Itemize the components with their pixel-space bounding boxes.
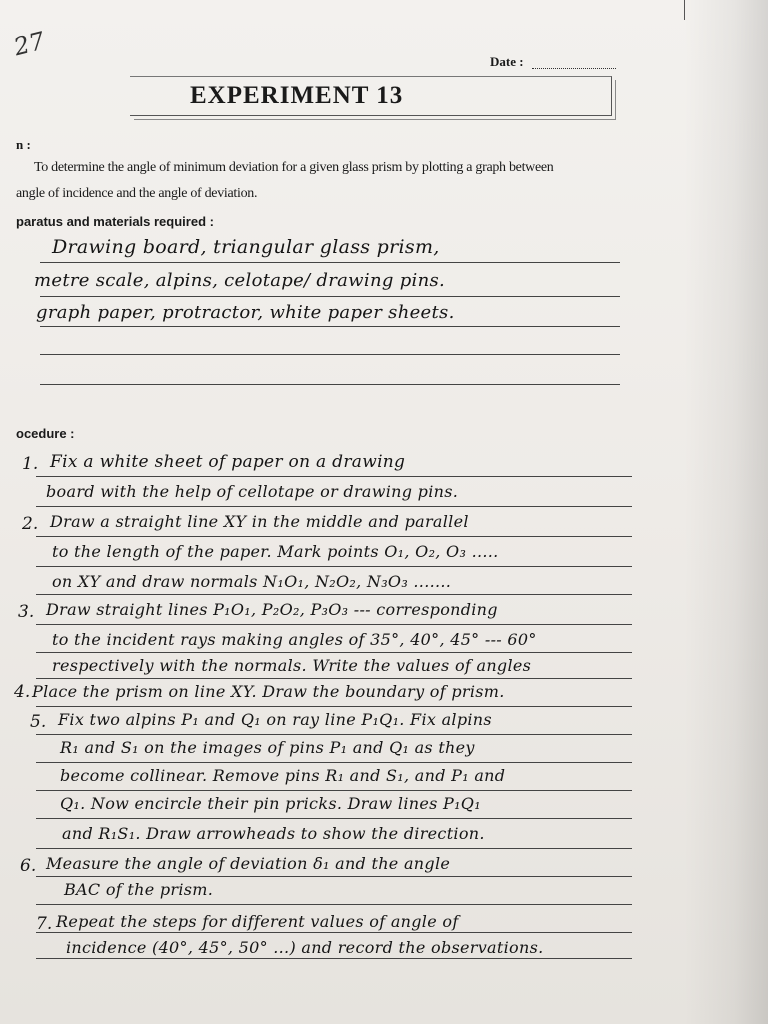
apparatus-rule-3 xyxy=(40,326,620,327)
procedure-line-1: Fix a white sheet of paper on a drawing xyxy=(50,452,406,472)
apparatus-line-1: Drawing board, triangular glass prism, xyxy=(52,236,440,258)
procedure-line-12: become collinear. Remove pins R₁ and S₁, and P₁ and xyxy=(60,766,506,785)
procedure-rule-11 xyxy=(36,762,632,763)
procedure-rule-18 xyxy=(36,958,632,959)
apparatus-rule-4 xyxy=(40,354,620,355)
procedure-rule-9 xyxy=(36,706,632,707)
page-edge-mark xyxy=(684,0,685,20)
procedure-rule-10 xyxy=(36,734,632,735)
procedure-line-2: board with the help of cellotape or drawing pins. xyxy=(46,482,459,501)
procedure-rule-17 xyxy=(36,932,632,933)
procedure-line-6: Draw straight lines P₁O₁, P₂O₂, P₃O₃ --- corresponding xyxy=(46,600,498,619)
procedure-rule-3 xyxy=(36,536,632,537)
experiment-title: EXPERIMENT 13 xyxy=(190,82,404,109)
corner-page-mark: 27 xyxy=(11,26,48,62)
procedure-rule-13 xyxy=(36,818,632,819)
procedure-rule-1 xyxy=(36,476,632,477)
procedure-rule-12 xyxy=(36,790,632,791)
procedure-line-18: incidence (40°, 45°, 50° ...) and record the observations. xyxy=(66,938,544,957)
procedure-line-16: BAC of the prism. xyxy=(64,880,214,899)
step-number-3: 3. xyxy=(18,602,35,622)
procedure-line-10: Fix two alpins P₁ and Q₁ on ray line P₁Q₁. Fix alpins xyxy=(58,710,492,729)
aim-text-line-1: To determine the angle of minimum deviation for a given glass prism by plotting a graph between xyxy=(34,160,554,175)
procedure-line-8: respectively with the normals. Write the values of angles xyxy=(52,656,532,675)
apparatus-rule-2 xyxy=(40,296,620,297)
procedure-line-17: Repeat the steps for different values of angle of xyxy=(56,912,459,931)
aim-text-line-2: angle of incidence and the angle of deviation. xyxy=(16,186,258,201)
procedure-line-7: to the incident rays making angles of 35°, 40°, 45° --- 60° xyxy=(52,630,537,649)
page-shadow xyxy=(684,0,768,1024)
procedure-rule-8 xyxy=(36,678,632,679)
step-number-2: 2. xyxy=(22,514,39,534)
step-number-4: 4. xyxy=(14,682,31,702)
apparatus-line-3: graph paper, protractor, white paper sheets. xyxy=(36,302,455,323)
date-blank xyxy=(532,68,616,69)
apparatus-heading: paratus and materials required : xyxy=(16,214,214,229)
procedure-rule-16 xyxy=(36,904,632,905)
procedure-rule-14 xyxy=(36,848,632,849)
apparatus-rule-1 xyxy=(40,262,620,263)
procedure-heading: ocedure : xyxy=(16,426,75,441)
procedure-line-14: and R₁S₁. Draw arrowheads to show the direction. xyxy=(62,824,485,843)
step-number-7: 7. xyxy=(36,914,53,934)
procedure-line-4: to the length of the paper. Mark points O₁, O₂, O₃ ..... xyxy=(52,542,499,561)
procedure-rule-15 xyxy=(36,876,632,877)
procedure-line-5: on XY and draw normals N₁O₁, N₂O₂, N₃O₃ ....... xyxy=(52,572,452,591)
aim-label: n : xyxy=(16,137,31,152)
step-number-5: 5. xyxy=(30,712,47,732)
procedure-line-13: Q₁. Now encircle their pin pricks. Draw lines P₁Q₁ xyxy=(60,794,481,813)
date-label: Date : xyxy=(490,54,524,69)
procedure-line-15: Measure the angle of deviation δ₁ and the angle xyxy=(46,854,451,873)
procedure-rule-5 xyxy=(36,594,632,595)
procedure-line-9: Place the prism on line XY. Draw the boundary of prism. xyxy=(32,682,505,701)
procedure-line-3: Draw a straight line XY in the middle and parallel xyxy=(50,512,469,531)
apparatus-rule-5 xyxy=(40,384,620,385)
apparatus-line-2: metre scale, alpins, celotape/ drawing pins. xyxy=(34,270,446,291)
step-number-6: 6. xyxy=(20,856,37,876)
procedure-rule-2 xyxy=(36,506,632,507)
procedure-rule-6 xyxy=(36,624,632,625)
procedure-rule-7 xyxy=(36,652,632,653)
step-number-1: 1. xyxy=(22,454,39,474)
procedure-rule-4 xyxy=(36,566,632,567)
procedure-line-11: R₁ and S₁ on the images of pins P₁ and Q₁ as they xyxy=(60,738,475,757)
